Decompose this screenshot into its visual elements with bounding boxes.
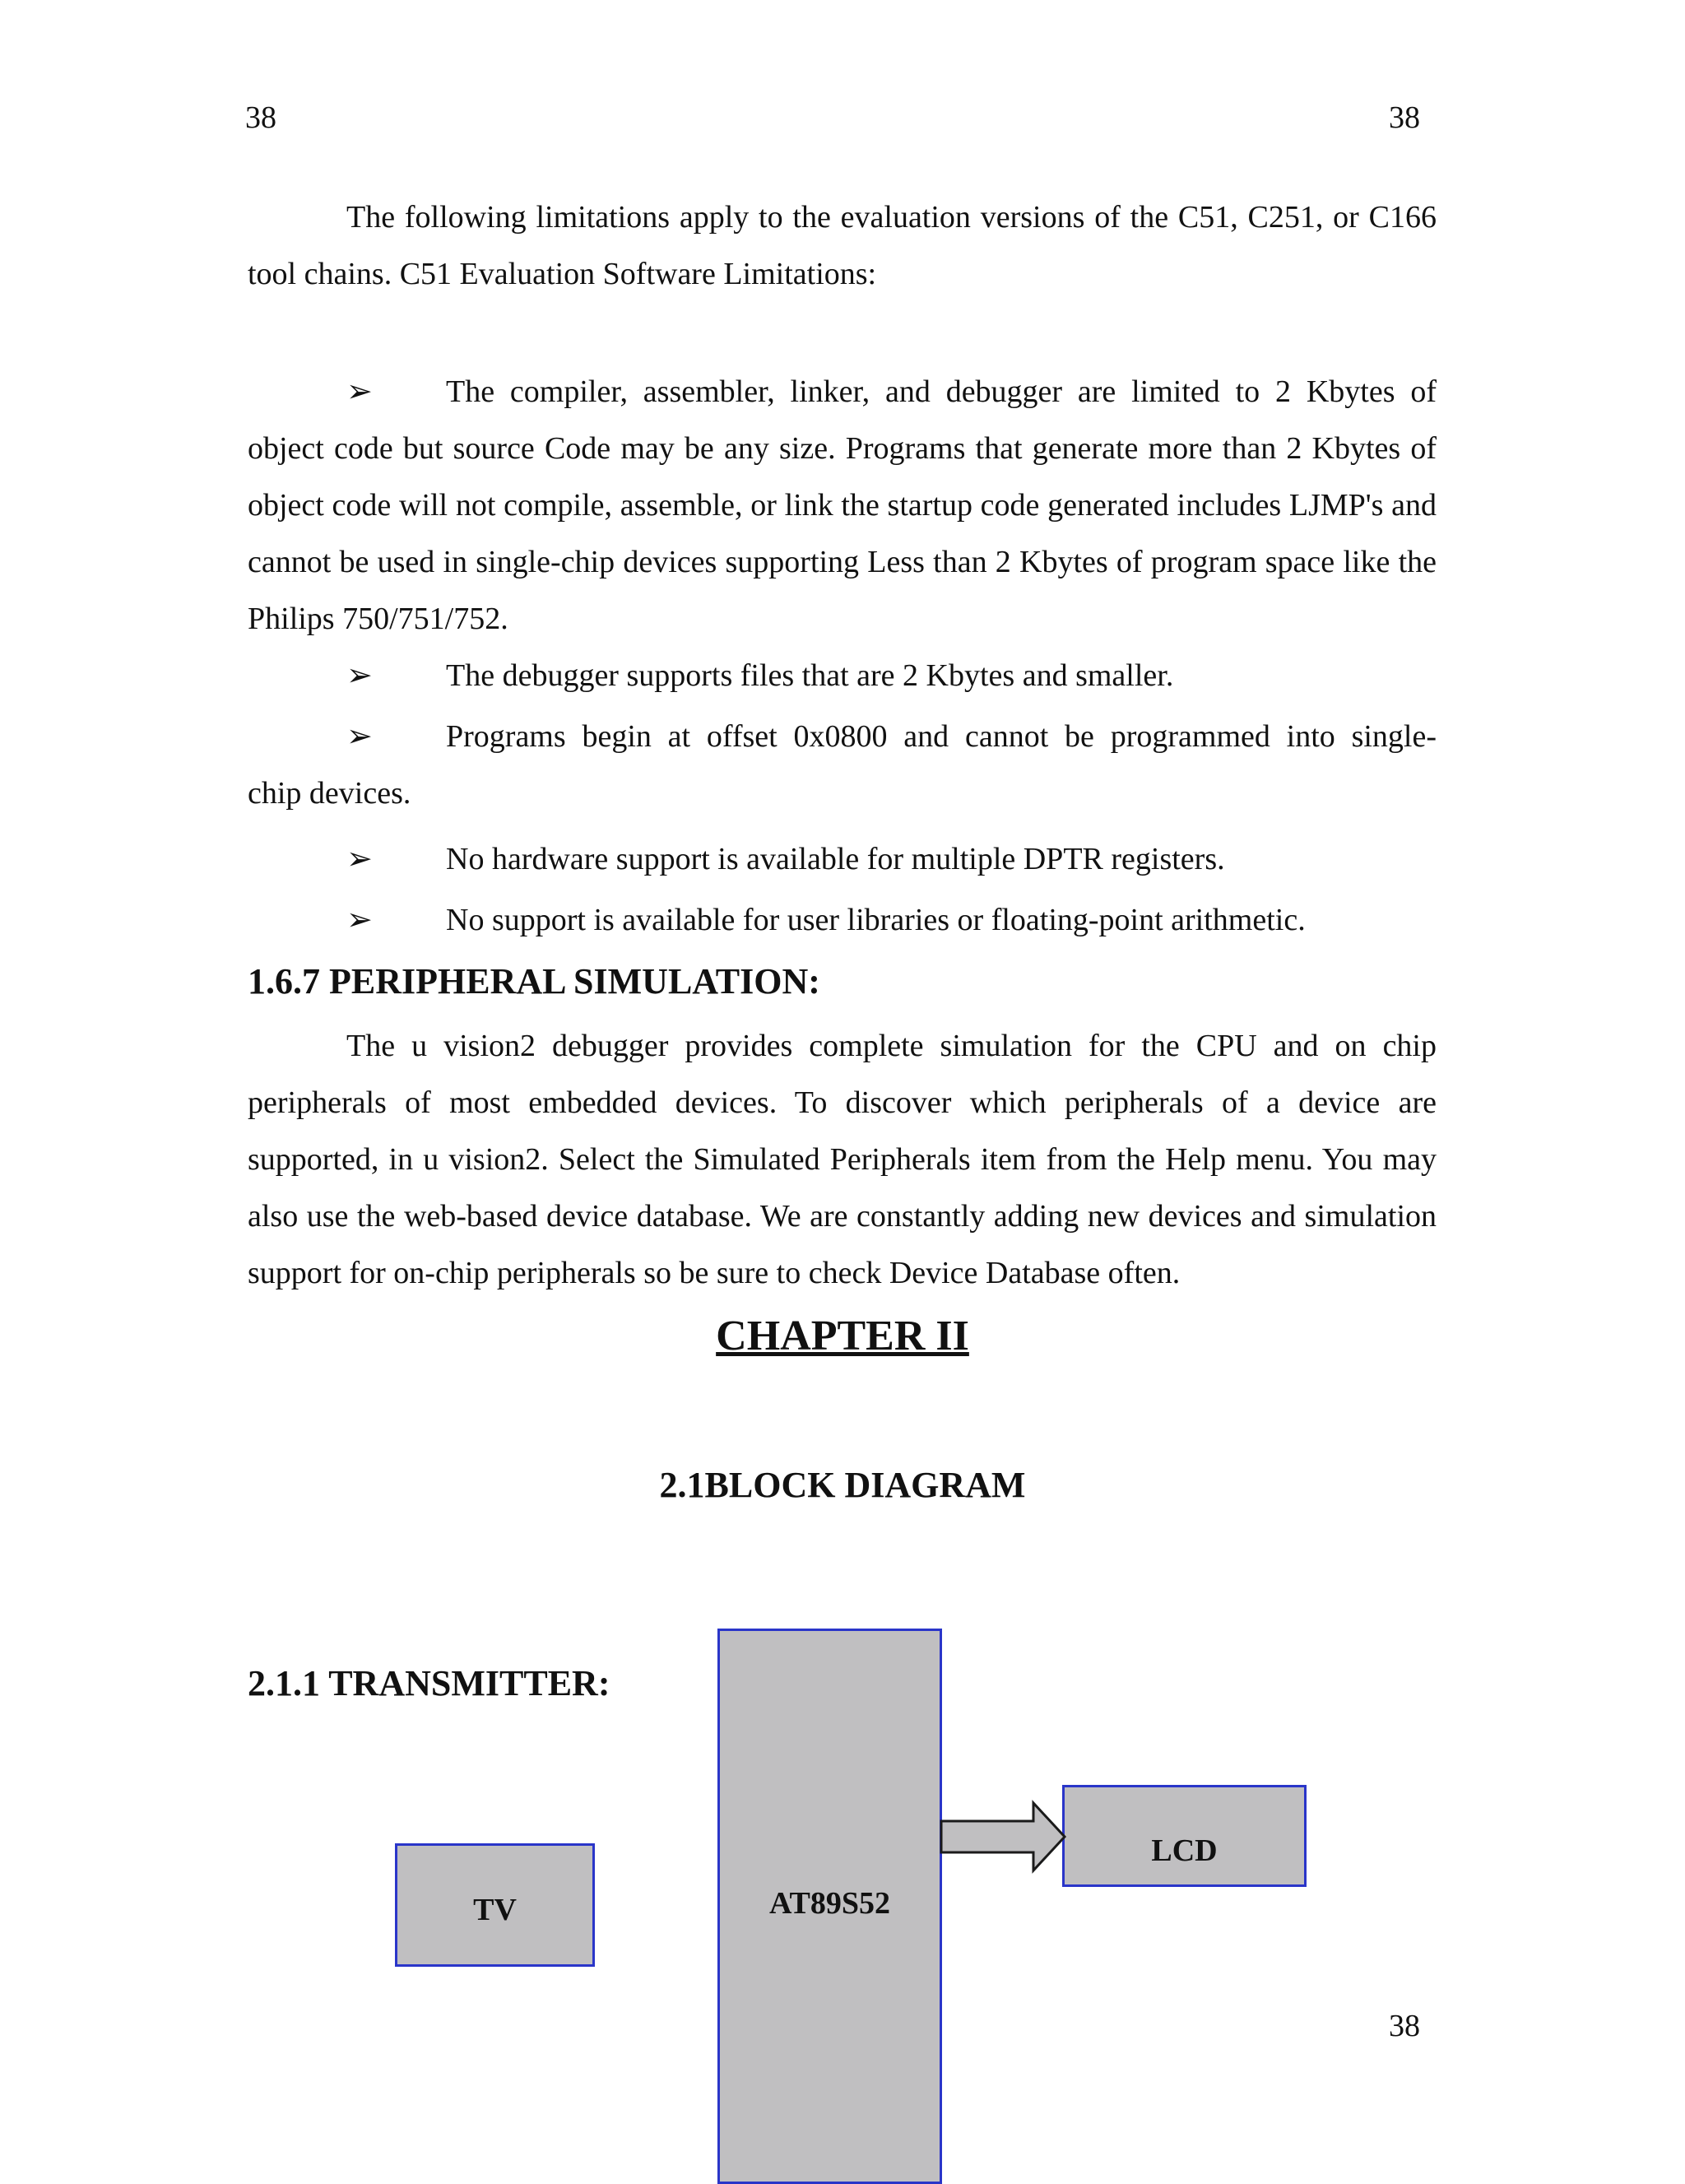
arrow-bullet-icon: ➢ (346, 658, 373, 693)
page-number-bottom: 38 (1389, 2009, 1420, 2043)
bullet-5-text: No support is available for user libraries or floating-point arithmetic. (446, 903, 1306, 937)
arrow-bullet-icon: ➢ (346, 374, 373, 409)
arrow-bullet-icon: ➢ (346, 903, 373, 937)
bullet-1-continuation: object code but source Code may be any size. Programs that generate more than 2 Kbytes of object code will not compile, assemble, or link the startup code generated includes LJMP's and cannot be used in single-chip devices supporting Less than 2 Kbytes of program space like the Philips 750/751/752. (248, 431, 1437, 636)
bullet-1-first-line: The compiler, assembler, linker, and debugger are limited to 2 Kbytes of (446, 374, 1437, 409)
bullet-item-3 (248, 709, 1437, 765)
bullet-3-continuation: chip devices. (248, 776, 411, 811)
tv-label: TV (473, 1893, 517, 1927)
bullet-item-2 (248, 648, 1437, 704)
chapter-title: CHAPTER II (716, 1313, 969, 1359)
block-diagram-title: 2.1BLOCK DIAGRAM (659, 1465, 1026, 1505)
microcontroller-block (717, 1629, 942, 2184)
intro-paragraph: The following limitations apply to the evaluation versions of the C51, C251, or C166 tool chains. C51 Evaluation Software Limitations: (248, 200, 1437, 291)
section-heading-peripheral-simulation: 1.6.7 PERIPHERAL SIMULATION: (248, 961, 820, 1001)
bullet-3-first-line: Programs begin at offset 0x0800 and cannot be programmed into single- (446, 719, 1437, 754)
block-arrow-shape (941, 1803, 1065, 1870)
bullet-item-4 (248, 831, 1437, 888)
transmitter-heading: 2.1.1 TRANSMITTER: (248, 1663, 610, 1703)
page-number-right: 38 (1389, 100, 1420, 135)
bullet-4-text: No hardware support is available for multiple DPTR registers. (446, 842, 1225, 876)
tv-block (395, 1843, 595, 1967)
peripheral-simulation-paragraph: The u vision2 debugger provides complete simulation for the CPU and on chip peripherals of most embedded devices. To discover which peripherals of a device are supported, in u vision2. Select the Simulated Peripherals item from the Help menu. You may also use the web-based device database. We are constantly adding new devices and simulation support for on-chip peripherals so be sure to check Device Database often. (248, 1029, 1437, 1290)
arrow-mcu-to-lcd (938, 1798, 1070, 1876)
arrow-bullet-icon: ➢ (346, 719, 373, 754)
arrow-bullet-icon: ➢ (346, 842, 373, 876)
microcontroller-label: AT89S52 (768, 1885, 891, 1921)
bullet-item-5 (248, 892, 1437, 949)
bullet-item-1 (248, 364, 1437, 421)
bullet-2-text: The debugger supports files that are 2 Kbytes and smaller. (446, 658, 1174, 693)
page-number-left: 38 (245, 100, 276, 135)
lcd-label: LCD (1151, 1833, 1218, 1868)
lcd-block (1062, 1785, 1307, 1887)
